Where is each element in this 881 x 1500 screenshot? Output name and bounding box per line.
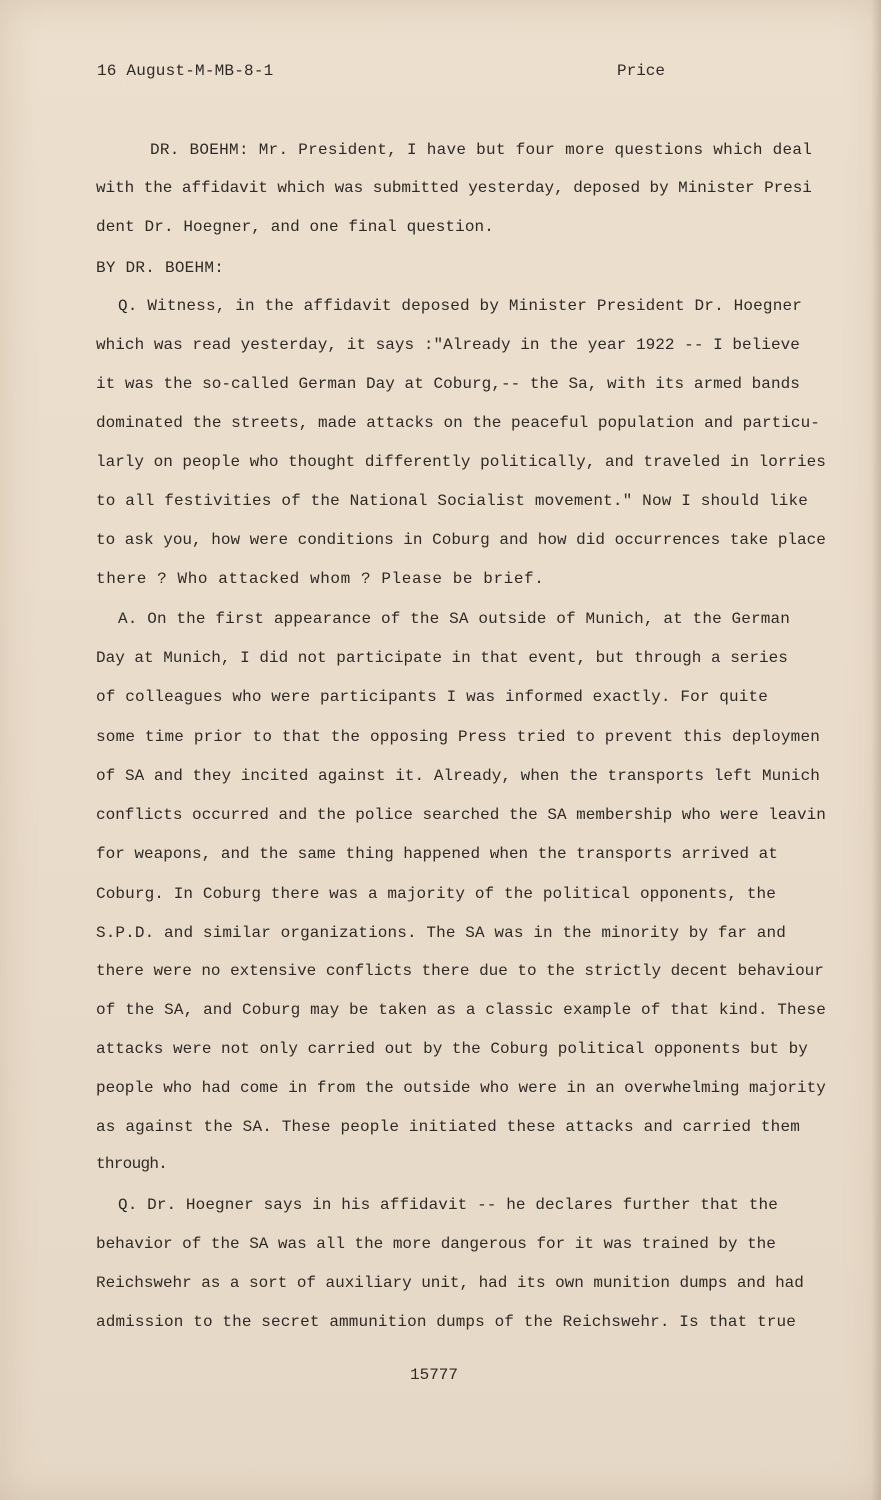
text-line: Day at Munich, I did not participate in that event, but through a series: [96, 649, 788, 667]
text-line: people who had come in from the outside who were in an overwhelming majority: [96, 1079, 826, 1097]
page-edge-shadow: [871, 0, 881, 1500]
text-line: Coburg. In Coburg there was a majority of the political opponents, the: [96, 885, 776, 903]
text-line: to all festivities of the National Socialist movement." Now I should like: [96, 492, 808, 510]
witness-name: Price: [617, 62, 666, 80]
text-line: Reichswehr as a sort of auxiliary unit, had its own munition dumps and had: [96, 1274, 804, 1292]
page-number: 15777: [410, 1366, 459, 1384]
text-line: of colleagues who were participants I was informed exactly. For quite: [96, 688, 768, 706]
text-line: to ask you, how were conditions in Coburg and how did occurrences take place: [96, 531, 826, 549]
text-line: admission to the secret ammunition dumps of the Reichswehr. Is that true: [96, 1313, 796, 1331]
text-line: S.P.D. and similar organizations. The SA was in the minority by far and: [96, 924, 786, 942]
text-line: dominated the streets, made attacks on the peaceful population and particu-: [96, 414, 820, 432]
document-code: 16 August-M-MB-8-1: [97, 62, 274, 80]
text-line: of SA and they incited against it. Already, when the transports left Munich: [96, 767, 820, 785]
text-line: DR. BOEHM: Mr. President, I have but four more questions which deal: [150, 141, 813, 159]
text-line: Q. Dr. Hoegner says in his affidavit -- he declares further that the: [118, 1196, 778, 1214]
text-line: with the affidavit which was submitted yesterday, deposed by Minister Presi: [96, 179, 812, 197]
text-line: there were no extensive conflicts there due to the strictly decent behaviour: [96, 962, 824, 980]
text-line: dent Dr. Hoegner, and one final question.: [96, 218, 494, 236]
text-line: Q. Witness, in the affidavit deposed by Minister President Dr. Hoegner: [118, 297, 803, 315]
text-line: conflicts occurred and the police searched the SA membership who were leavin: [96, 806, 826, 824]
text-line: some time prior to that the opposing Press tried to prevent this deploymen: [96, 728, 821, 746]
text-line: attacks were not only carried out by the Coburg political opponents but by: [96, 1040, 808, 1058]
text-line: through.: [96, 1155, 168, 1173]
text-line: it was the so-called German Day at Coburg,-- the Sa, with its armed bands: [96, 375, 800, 393]
text-line: there ? Who attacked whom ? Please be brief.: [96, 570, 545, 588]
text-line: A. On the first appearance of the SA outside of Munich, at the German: [118, 610, 790, 628]
text-line: larly on people who thought differently politically, and traveled in lorries: [96, 453, 826, 471]
text-line: which was read yesterday, it says :"Already in the year 1922 -- I believe: [96, 336, 800, 354]
text-line: of the SA, and Coburg may be taken as a classic example of that kind. These: [96, 1001, 826, 1019]
text-line: BY DR. BOEHM:: [96, 259, 225, 277]
text-line: for weapons, and the same thing happened when the transports arrived at: [96, 845, 778, 863]
text-line: as against the SA. These people initiated these attacks and carried them: [96, 1118, 801, 1136]
text-line: behavior of the SA was all the more dangerous for it was trained by the: [96, 1235, 776, 1253]
